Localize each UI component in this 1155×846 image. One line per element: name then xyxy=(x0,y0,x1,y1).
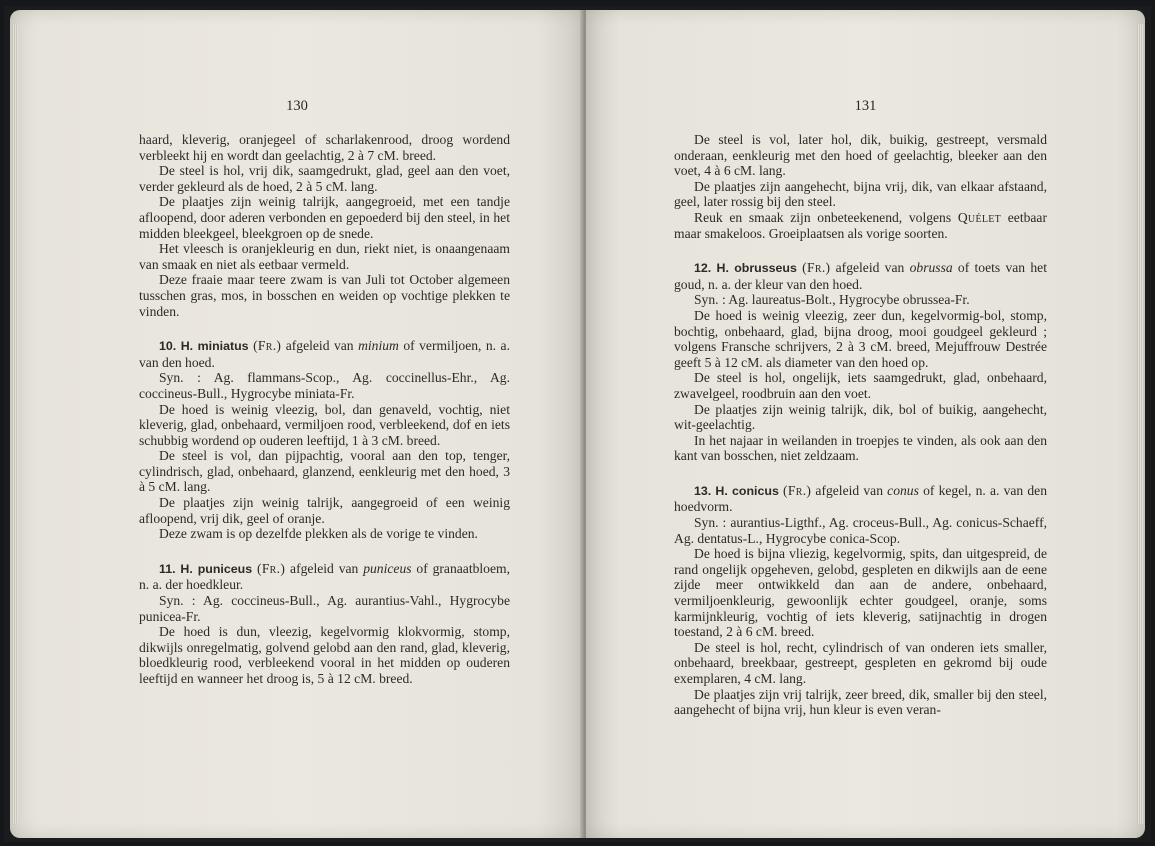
species-entry-heading xyxy=(139,561,510,593)
paragraph: De plaatjes zijn vrij talrijk, zeer breed, dik, smaller bij den steel, aangehecht of bijna vrij, hun kleur is even veran- xyxy=(674,686,1047,718)
paragraph: De steel is vol, later hol, dik, buikig, gestreept, versmald onderaan, eenkleurig met den hoed of geelachtig, bleeker aan den voet, 4 à 6 cM. lang. xyxy=(674,132,1047,179)
paragraph: De plaatjes zijn weinig talrijk, dik, bol of buikig, aangehecht, wit-geelachtig. xyxy=(674,401,1047,433)
author-abbrev: (Fr.) xyxy=(802,260,831,276)
entry-number: 13. xyxy=(694,483,712,498)
entry-text: afgeleid van xyxy=(811,482,888,498)
entry-text: of granaatbloem, n. a. der hoedkleur. xyxy=(139,560,510,593)
page-edges xyxy=(1137,24,1143,824)
paragraph: In het najaar in weilanden in troepjes te vinden, als ook aan den kant van bosschen, niet zeldzaam. xyxy=(674,432,1047,464)
left-page xyxy=(10,10,584,838)
author-abbrev: (Fr.) xyxy=(257,560,286,576)
entry-text: of toets van het goud, n. a. der kleur van den hoed. xyxy=(674,260,1047,292)
synonyms: Syn. : Ag. laureatus-Bolt., Hygrocybe obrussea-Fr. xyxy=(694,292,970,308)
paragraph: Deze fraaie maar teere zwam is van Juli tot October algemeen tusschen gras, mos, in bosschen en weiden op vochtige plekken te vinden. xyxy=(139,272,510,319)
paragraph: De plaatjes zijn weinig talrijk, aangegroeid of een weinig afloopend, vrij dik, geel of oranje. xyxy=(139,495,510,526)
species-entry-heading xyxy=(139,338,510,370)
page-text xyxy=(674,132,1047,718)
entry-number: 11. xyxy=(159,561,176,576)
author-abbrev: (Fr.) xyxy=(253,338,282,354)
latin-term: conus xyxy=(887,482,919,498)
species-name: H. miniatus xyxy=(180,339,249,354)
paragraph: De steel is hol, ongelijk, iets saamgedrukt, glad, onbehaard, zwavelgeel, roodbruin aan den voet. xyxy=(674,370,1047,401)
entry-number: 12. xyxy=(694,261,712,276)
entry-text: of vermiljoen, n. a. van den hoed. xyxy=(139,338,510,370)
paragraph: Het vleesch is oranjekleurig en dun, riekt niet, is onaangenaam van smaak en niet als eetbaar vermeld. xyxy=(139,241,510,272)
species-entry-heading xyxy=(674,483,1047,515)
entry-number: 10. xyxy=(159,339,177,354)
right-page xyxy=(586,10,1145,838)
entry-text: afgeleid van xyxy=(830,260,910,276)
synonyms: Syn. : aurantius-Ligthf., Ag. croceus-Bull., Ag. conicus-Schaeff, Ag. dentatus-L., Hygrocybe conica-Scop. xyxy=(674,515,1047,546)
paragraph: De hoed is dun, vleezig, kegelvormig klokvormig, stomp, dikwijls onregelmatig, golvend gelobd aan den rand, glad, kleverig, bloedkleurig rood, verbleekend vooral in het midden op ouderen leeftijd en wanneer het droog is, 5 à 12 cM. breed. xyxy=(139,624,510,686)
latin-term: obrussa xyxy=(909,260,953,276)
latin-term: minium xyxy=(358,338,399,354)
species-name: H. obrusseus xyxy=(716,261,797,276)
paragraph: De hoed is bijna vliezig, kegelvormig, spits, dan uitgespreid, de rand ongelijk opgeheven, gelobd, gespleten en dikwijls aan de eene zijde meer ontwikkeld dan aan de andere, onbehaard, vermiljoenkleurig, gewoonlijk echter goudgeel, oranje, soms karmijnkleurig, vochtig of iets kleverig, satijnachtig in drogen toestand, 2 à 6 cM. breed. xyxy=(674,546,1047,640)
page-edges xyxy=(12,24,18,824)
paragraph-text: Reuk en smaak zijn onbeteekenend, volgens xyxy=(694,209,958,225)
synonyms: Syn. : Ag. flammans-Scop., Ag. coccinellus-Ehr., Ag. coccineus-Bull., Hygrocybe miniata-Fr. xyxy=(139,370,510,401)
paragraph-text: eetbaar maar smakeloos. Groeiplaatsen als vorige soorten. xyxy=(674,209,1047,241)
entry-text: afgeleid van xyxy=(285,560,364,576)
page-number: 131 xyxy=(854,98,877,114)
species-name: H. puniceus xyxy=(180,561,253,576)
paragraph xyxy=(674,210,1047,241)
author-name: Quélet xyxy=(957,209,1002,225)
species-entry-heading xyxy=(674,260,1047,292)
paragraph: De plaatjes zijn aangehecht, bijna vrij, dik, van elkaar afstaand, geel, later rossig bij den steel. xyxy=(674,178,1047,210)
page-number: 130 xyxy=(286,98,308,114)
book-spread xyxy=(4,6,1151,842)
author-abbrev: (Fr.) xyxy=(783,482,812,498)
paragraph: Deze zwam is op dezelfde plekken als de vorige te vinden. xyxy=(159,526,478,542)
latin-term: puniceus xyxy=(363,560,412,576)
paragraph: De steel is vol, dan pijpachtig, vooral aan den top, tenger, cylindrisch, glad, onbehaard, glanzend, eenkleurig met den hoed, 3 à 5 cM. lang. xyxy=(139,448,510,495)
entry-text: of kegel, n. a. van den hoedvorm. xyxy=(674,482,1047,515)
paragraph: haard, kleverig, oranjegeel of scharlakenrood, droog wordend verbleekt hij en wordt dan geelachtig, 2 à 7 cM. breed. xyxy=(139,132,510,163)
synonyms: Syn. : Ag. coccineus-Bull., Ag. aurantius-Vahl., Hygrocybe punicea-Fr. xyxy=(139,593,510,624)
species-name: H. conicus xyxy=(715,483,779,498)
paragraph: De hoed is weinig vleezig, zeer dun, kegelvormig-bol, stomp, bochtig, onbehaard, glad, bijna droog, mooi goudgeel gekleurd ; volgens Fransche schrijvers, 2 à 3 cM. breed, Mejuffrouw Destrée geeft 5 à 12 cM. als diameter van den hoed op. xyxy=(674,307,1047,370)
paragraph: De hoed is weinig vleezig, bol, dan genaveld, vochtig, niet kleverig, glad, onbehaard, vermiljoen rood, verbleekend, dof en iets schubbig wordend op ouderen leeftijd, 1 à 3 cM. breed. xyxy=(139,401,510,448)
paragraph: De plaatjes zijn weinig talrijk, aangegroeid, met een tandje afloopend, door aderen verbonden en gepoederd bij den steel, in het midden bleekgeel, bleekgroen op de snede. xyxy=(139,194,510,241)
paragraph: De steel is hol, vrij dik, saamgedrukt, glad, geel aan den voet, verder gekleurd als de hoed, 2 à 5 cM. lang. xyxy=(139,163,510,194)
entry-text: afgeleid van xyxy=(281,338,359,354)
page-text xyxy=(139,132,510,687)
paragraph: De steel is hol, recht, cylindrisch of van onderen iets smaller, onbehaard, breekbaar, gestreept, gespleten en gekromd bij oude exemplaren, 4 cM. lang. xyxy=(674,639,1047,686)
